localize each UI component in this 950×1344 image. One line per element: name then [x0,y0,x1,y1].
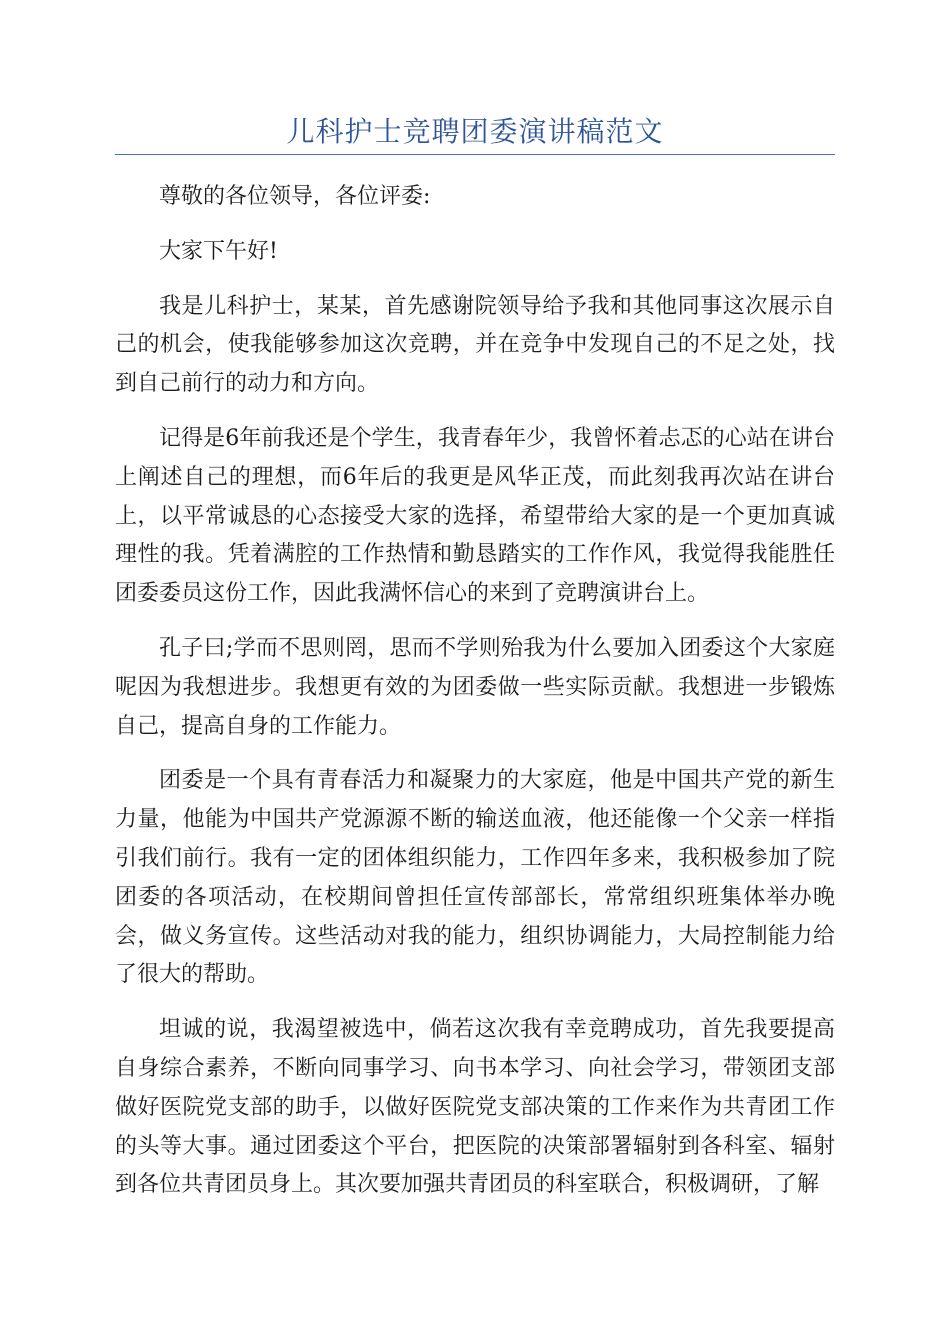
paragraph: 团委是一个具有青春活力和凝聚力的大家庭，他是中国共产党的新生力量，他能为中国共产党源源不断的输送血液，他还能像一个父亲一样指引我们前行。我有一定的团体组织能力，工作四年多来，我积极参加了院团委的各项活动，在校期间曾担任宣传部部长，常常组织班集体举办晚会，做义务宣传。这些活动对我的能力，组织协调能力，大局控制能力给了很大的帮助。 [115,768,835,988]
document-title: 儿科护士竞聘团委演讲稿范文 [286,115,664,148]
document-body [115,178,835,1221]
paragraph: 记得是6年前我还是个学生，我青春年少，我曾怀着忐忑的心站在讲台上阐述自己的理想，而6年后的我更是风华正茂，而此刻我再次站在讲台上，以平常诚恳的心态接受大家的选择，希望带给大家的是一个更加真诚理性的我。凭着满腔的工作热情和勤恳踏实的工作作风，我觉得我能胜任团委委员这份工作，因此我满怀信心的来到了竞聘演讲台上。 [115,425,835,607]
paragraph: 坦诚的说，我渴望被选中，倘若这次我有幸竞聘成功，首先我要提高自身综合素养，不断向同事学习、向书本学习、向社会学习，带领团支部做好医院党支部的助手，以做好医院党支部决策的工作来作为共青团工作的头等大事。通过团委这个平台，把医院的决策部署辐射到各科室、辐射到各位共青团员身上。其次要加强共青团员的科室联合，积极调研，了解 [115,1017,835,1198]
paragraph-greeting: 大家下午好! [159,238,278,264]
paragraph: 我是儿科护士，某某，首先感谢院领导给予我和其他同事这次展示自己的机会，使我能够参加这次竞聘，并在竞争中发现自己的不足之处，找到自己前行的动力和方向。 [115,293,835,397]
paragraph: 孔子曰;学而不思则罔，思而不学则殆我为什么要加入团委这个大家庭呢因为我想进步。我想更有效的为团委做一些实际贡献。我想进一步锻炼自己，提高自身的工作能力。 [115,635,835,739]
title-underline [115,154,835,155]
paragraph-salutation: 尊敬的各位领导，各位评委: [159,184,431,209]
